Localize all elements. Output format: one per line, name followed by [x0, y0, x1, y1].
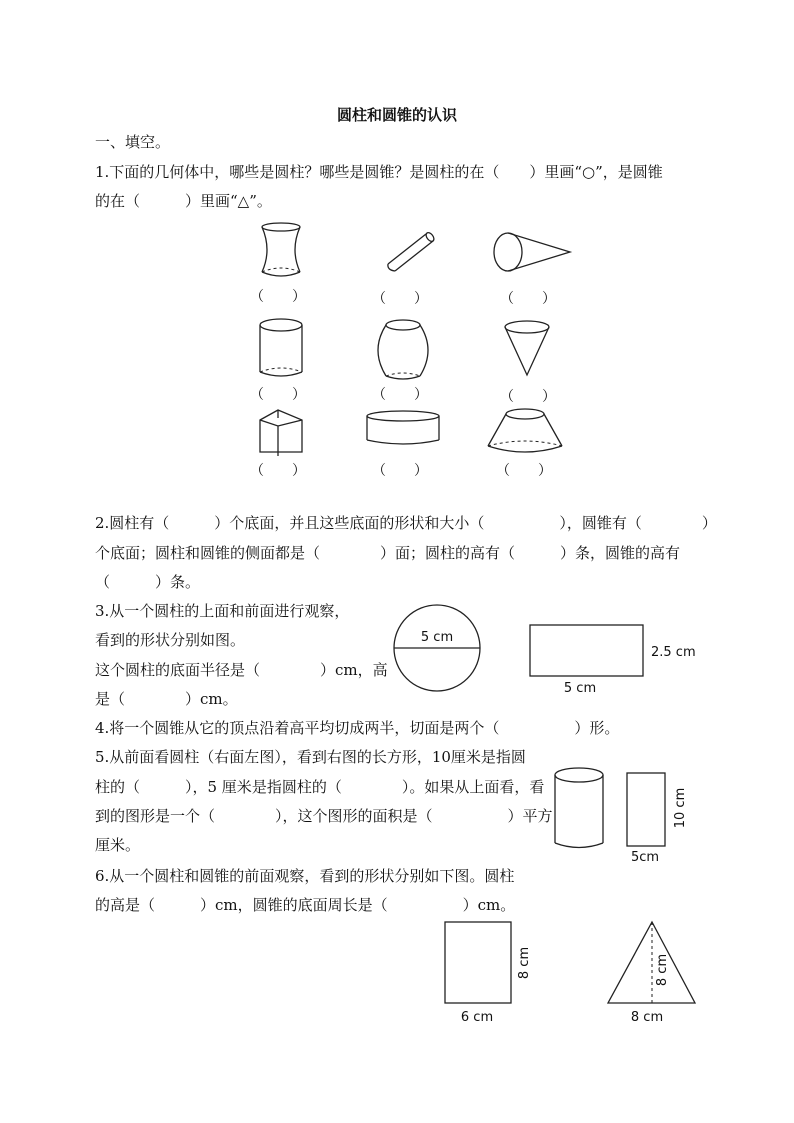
cylinder-height-label: 8 cm [517, 946, 532, 980]
height-10cm-label: 10 cm [673, 787, 688, 829]
q2-line3: （ ）条。 [95, 573, 201, 591]
answer-blank-5[interactable]: （ ） [372, 387, 428, 403]
q4-line1: 4.将一个圆锥从它的顶点沿着高平均切成两半，切面是两个（ ）形。 [95, 719, 620, 737]
circle-diameter-label: 5 cm [420, 630, 454, 645]
q3-line4: 是（ ）cm。 [95, 690, 238, 708]
width-5cm-label: 5cm [630, 850, 660, 865]
q1-line1: 1.下面的几何体中，哪些是圆柱？哪些是圆锥？是圆柱的在（ ）里画“○”，是圆锥 [95, 163, 663, 181]
answer-blank-7[interactable]: （ ） [250, 463, 306, 479]
answer-blank-1[interactable]: （ ） [250, 289, 306, 305]
cylinder-width-label: 6 cm [460, 1010, 494, 1025]
q3-line3: 这个圆柱的底面半径是（ ）cm，高 [95, 661, 388, 679]
answer-blank-2[interactable]: （ ） [372, 291, 428, 307]
answer-blank-6[interactable]: （ ） [500, 389, 556, 405]
cone-height-label: 8 cm [655, 953, 670, 987]
cone-base-label: 8 cm [630, 1010, 664, 1025]
page-title: 圆柱和圆锥的认识 [336, 106, 457, 124]
answer-blank-8[interactable]: （ ） [372, 463, 428, 479]
q6-line2: 的高是（ ）cm，圆锥的底面周长是（ ）cm。 [95, 896, 516, 914]
cylinder-front-view [445, 922, 532, 1025]
answer-blank-4[interactable]: （ ） [250, 387, 306, 403]
rect-height-label: 2.5 cm [651, 645, 696, 660]
rect-width-label: 5 cm [563, 681, 597, 696]
q1-line2: 的在（ ）里画“△”。 [95, 192, 272, 210]
q3-line1: 3.从一个圆柱的上面和前面进行观察， [95, 602, 350, 620]
q5-line2: 柱的（ ），5 厘米是指圆柱的（ ）。如果从上面看，看 [95, 778, 545, 796]
q5-line4: 厘米。 [95, 836, 141, 854]
q5-line1: 5.从前面看圆柱（右面左图），看到右图的长方形，10厘米是指圆 [95, 748, 526, 766]
q5-line3: 到的图形是一个（ ），这个图形的面积是（ ）平方 [95, 807, 553, 825]
cone-front-view [608, 922, 695, 1025]
section-heading: 一、填空。 [95, 133, 171, 151]
q6-line1: 6.从一个圆柱和圆锥的前面观察，看到的形状分别如下图。圆柱 [95, 867, 515, 885]
q2-line1: 2.圆柱有（ ）个底面，并且这些底面的形状和大小（ ），圆锥有（ ） [95, 514, 717, 532]
answer-blank-9[interactable]: （ ） [496, 463, 552, 479]
answer-blank-3[interactable]: （ ） [500, 291, 556, 307]
q2-line2: 个底面；圆柱和圆锥的侧面都是（ ）面；圆柱的高有（ ）条，圆锥的高有 [95, 544, 681, 562]
q3-line2: 看到的形状分别如图。 [95, 631, 246, 649]
